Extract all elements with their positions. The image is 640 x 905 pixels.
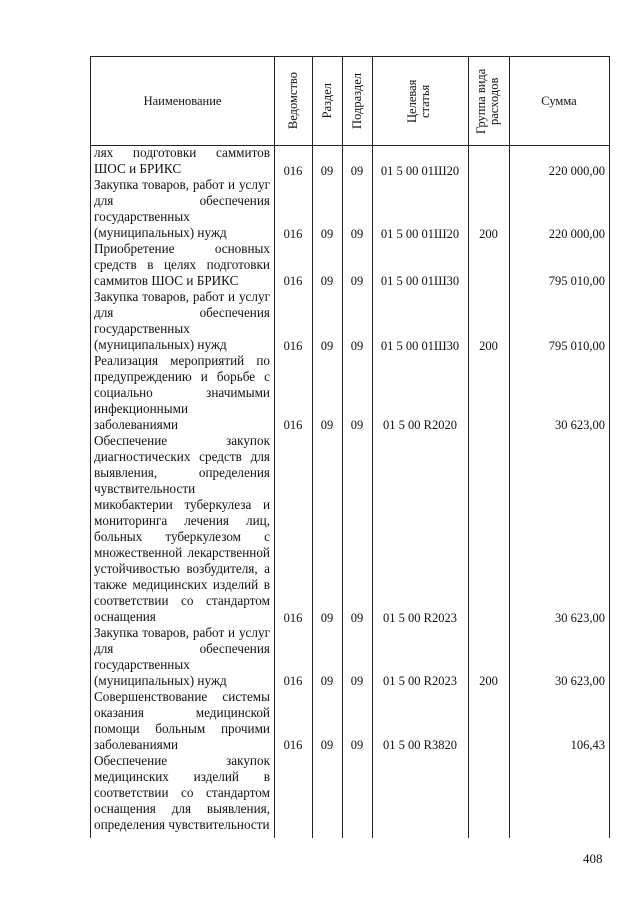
row-razdel: 09 xyxy=(320,164,334,178)
row-razdel: 09 xyxy=(320,674,334,688)
row-gruppa: 200 xyxy=(479,339,498,353)
row-celevaya: 01 5 00 01Ш30 xyxy=(380,274,460,288)
row-vedomstvo: 016 xyxy=(283,227,303,241)
row-name: Закупка товаров, работ и услуг для обеспечения государственных (муниципальных) нужд xyxy=(94,177,270,240)
row-vedomstvo: 016 xyxy=(283,674,303,688)
row-celevaya: 01 5 00 01Ш20 xyxy=(380,227,460,241)
row-razdel: 09 xyxy=(320,418,334,432)
row-name: Совершенствование системы оказания медицинской помощи больным прочими заболеваниями xyxy=(94,689,270,752)
row-razdel: 09 xyxy=(320,738,334,752)
header-gruppa: Группа вида расходов xyxy=(473,68,501,134)
row-celevaya: 01 5 00 R2020 xyxy=(383,418,457,432)
table-body xyxy=(91,145,609,838)
row-vedomstvo: 016 xyxy=(283,418,303,432)
header-podrazdel-cell xyxy=(342,57,372,145)
row-celevaya: 01 5 00 R3820 xyxy=(383,738,457,752)
header-razdel-cell xyxy=(312,57,342,145)
row-celevaya: 01 5 00 R2023 xyxy=(383,611,457,625)
row-podrazdel: 09 xyxy=(350,164,364,178)
row-name: Приобретение основных средств в целях подготовки саммитов ШОС и БРИКС xyxy=(94,241,270,288)
row-podrazdel: 09 xyxy=(350,611,364,625)
row-summa: 106,43 xyxy=(570,738,605,752)
row-summa: 795 010,00 xyxy=(548,339,605,353)
row-summa: 30 623,00 xyxy=(555,418,605,432)
row-summa: 795 010,00 xyxy=(548,274,605,288)
row-celevaya: 01 5 00 01Ш20 xyxy=(380,164,460,178)
header-podrazdel: Подраздел xyxy=(349,73,364,129)
row-razdel: 09 xyxy=(320,339,334,353)
row-razdel: 09 xyxy=(320,274,334,288)
row-vedomstvo: 016 xyxy=(283,611,303,625)
row-vedomstvo: 016 xyxy=(283,274,303,288)
table-header xyxy=(91,57,609,146)
row-vedomstvo: 016 xyxy=(283,164,303,178)
header-name-cell xyxy=(91,57,274,145)
header-name: Наименование xyxy=(143,93,222,108)
row-gruppa: 200 xyxy=(479,674,498,688)
row-podrazdel: 09 xyxy=(350,738,364,752)
row-name: Обеспечение закупок медицинских изделий в соответствии со стандартом оснащения для выявления, определения чувствительности xyxy=(94,753,270,832)
budget-table xyxy=(90,56,610,838)
header-celevaya: Целевая статья xyxy=(405,79,432,123)
header-razdel: Раздел xyxy=(319,83,334,119)
row-summa: 30 623,00 xyxy=(555,611,605,625)
page-number: 408 xyxy=(583,851,603,866)
row-celevaya: 01 5 00 01Ш30 xyxy=(380,339,460,353)
header-celevaya-cell xyxy=(372,57,468,145)
row-razdel: 09 xyxy=(320,611,334,625)
header-summa-cell xyxy=(509,57,609,145)
row-name: Обеспечение закупок диагностических средств для выявления, определения чувствительности микобактерии туберкулеза и мониторинга лечения лиц, больных туберкулезом с множественной лекарственной устойчивостью возбудителя, а также медицинских изделий в соответствии со стандартом оснащения xyxy=(94,433,270,624)
row-name: Реализация мероприятий по предупреждению и борьбе с социально значимыми инфекционными заболеваниями xyxy=(94,353,270,432)
row-podrazdel: 09 xyxy=(350,227,364,241)
row-name: Закупка товаров, работ и услуг для обеспечения государственных (муниципальных) нужд xyxy=(94,289,270,352)
row-gruppa: 200 xyxy=(479,227,498,241)
header-gruppa-cell xyxy=(468,57,509,145)
row-vedomstvo: 016 xyxy=(283,738,303,752)
row-razdel: 09 xyxy=(320,227,334,241)
row-podrazdel: 09 xyxy=(350,674,364,688)
header-summa: Сумма xyxy=(541,93,577,108)
row-celevaya: 01 5 00 R2023 xyxy=(383,674,457,688)
row-vedomstvo: 016 xyxy=(283,339,303,353)
row-summa: 220 000,00 xyxy=(548,227,605,241)
row-podrazdel: 09 xyxy=(350,339,364,353)
row-name: лях подготовки саммитов ШОС и БРИКС xyxy=(94,145,270,176)
row-podrazdel: 09 xyxy=(350,418,364,432)
row-summa: 220 000,00 xyxy=(548,164,605,178)
header-vedomstvo: Ведомство xyxy=(285,72,300,130)
row-summa: 30 623,00 xyxy=(555,674,605,688)
row-podrazdel: 09 xyxy=(350,274,364,288)
header-vedomstvo-cell xyxy=(274,57,312,145)
row-name: Закупка товаров, работ и услуг для обеспечения государственных (муниципальных) нужд xyxy=(94,625,270,688)
